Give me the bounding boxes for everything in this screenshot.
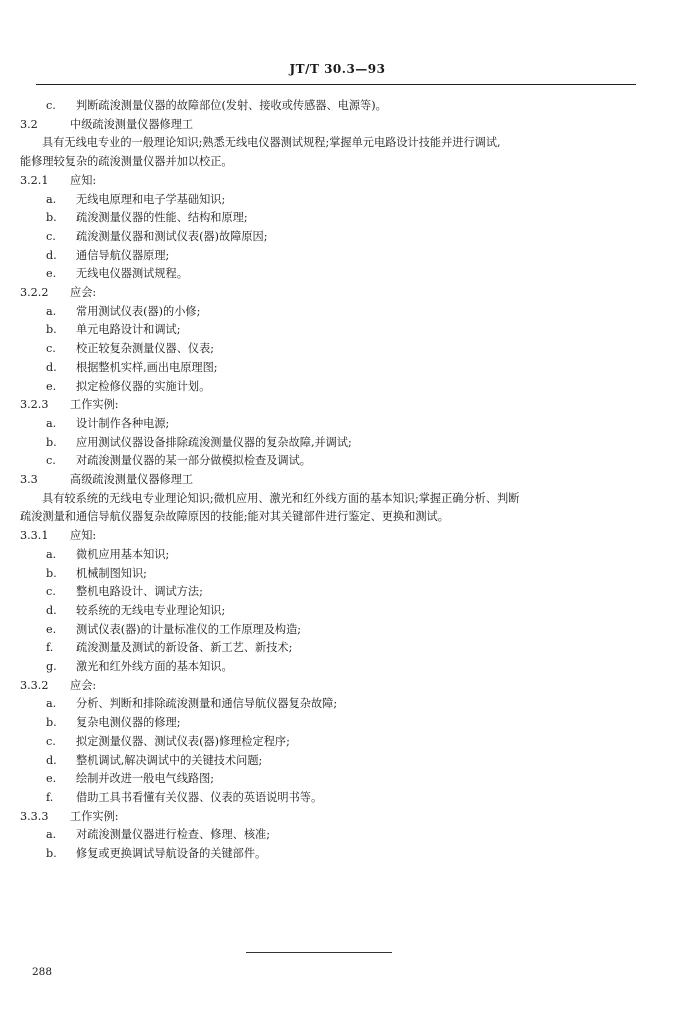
line-text: 中级疏浚测量仪器修理工: [70, 117, 194, 131]
line-text: 能修理较复杂的疏浚测量仪器并加以校正。: [20, 155, 233, 169]
line-label: b.: [46, 847, 57, 860]
line-label: a.: [46, 192, 57, 206]
line-text: 具有较系统的无线电专业理论知识;微机应用、激光和红外线方面的基本知识;掌握正确分析、判断: [42, 491, 520, 505]
line-label: d.: [46, 360, 57, 374]
line-text: 高级疏浚测量仪器修理工: [70, 473, 194, 486]
line-text: 常用测试仪表(器)的小修;: [76, 304, 201, 318]
line-label: a.: [46, 304, 57, 318]
line-label: c.: [46, 585, 56, 599]
footer-rule: [246, 952, 392, 953]
line-text: 机械制图知识;: [76, 566, 147, 580]
line-label: b.: [46, 211, 57, 225]
line-text: 判断疏浚测量仪器的故障部位(发射、接收或传感器、电源等)。: [76, 99, 387, 112]
line-text: 整机调试,解决调试中的关键技术问题;: [76, 753, 263, 767]
line-label: b.: [46, 566, 57, 580]
line-label: e.: [46, 772, 57, 786]
line-text: 应知:: [70, 173, 97, 187]
line-label: f.: [46, 641, 54, 655]
line-text: 具有无线电专业的一般理论知识;熟悉无线电仪器测试规程;掌握单元电路设计技能并进行调试,: [42, 136, 501, 150]
line-label: e.: [46, 379, 57, 393]
line-text: 应会:: [70, 286, 97, 299]
line-text: 单元电路设计和调试;: [76, 323, 181, 337]
line-text: 应知:: [70, 529, 97, 543]
line-label: b.: [46, 435, 57, 449]
line-label: a.: [46, 828, 57, 842]
line-text: 通信导航仪器原理;: [76, 248, 170, 262]
line-label: a.: [46, 416, 57, 430]
line-text: 微机应用基本知识;: [76, 547, 170, 561]
page-header: JT/T 30.3—93: [289, 62, 386, 76]
line-label: e.: [46, 267, 57, 281]
line-text: 根据整机实样,画出电原理图;: [76, 360, 218, 374]
line-text: 工作实例:: [70, 809, 119, 823]
line-label: d.: [46, 248, 57, 262]
line-label: 3.2: [20, 117, 38, 131]
line-text: 绘制并改进一般电气线路图;: [76, 772, 215, 786]
line-text: 疏浚测量仪器和测试仪表(器)故障原因;: [76, 229, 268, 243]
line-text: 复杂电测仪器的修理;: [76, 716, 181, 730]
line-label: c.: [46, 454, 56, 468]
line-text: 借助工具书看懂有关仪器、仪表的英语说明书等。: [76, 790, 323, 804]
line-text: 校正较复杂测量仪器、仪表;: [76, 342, 215, 356]
line-text: 疏浚测量仪器的性能、结构和原理;: [76, 211, 248, 225]
line-text: 设计制作各种电源;: [76, 416, 170, 430]
line-text: 疏浚测量及测试的新设备、新工艺、新技术;: [76, 641, 293, 655]
line-text: 拟定测量仪器、测试仪表(器)修理检定程序;: [76, 734, 290, 748]
line-label: 3.2.3: [20, 398, 49, 412]
line-text: 对疏浚测量仪器的某一部分做模拟检查及调试。: [76, 454, 311, 468]
line-text: 修复或更换调试导航设备的关键部件。: [76, 847, 267, 860]
line-text: 疏浚测量和通信导航仪器复杂故障原因的技能;能对其关键部件进行鉴定、更换和测试。: [20, 510, 449, 524]
line-label: a.: [46, 697, 57, 711]
line-label: c.: [46, 99, 56, 112]
line-text: 应用测试仪器设备排除疏浚测量仪器的复杂故障,并调试;: [76, 435, 352, 449]
line-label: e.: [46, 622, 57, 636]
line-label: 3.3.3: [20, 809, 49, 823]
line-label: b.: [46, 716, 57, 730]
header-rule: [36, 84, 636, 85]
line-text: 对疏浚测量仪器进行检查、修理、核准;: [76, 828, 270, 842]
line-label: g.: [46, 660, 57, 673]
line-text: 激光和红外线方面的基本知识。: [76, 660, 233, 673]
line-label: 3.3.1: [20, 529, 49, 543]
line-label: c.: [46, 342, 56, 356]
line-label: d.: [46, 603, 57, 617]
line-label: 3.2.1: [20, 173, 49, 187]
page-number: 288: [32, 966, 53, 978]
line-label: 3.3: [20, 473, 38, 486]
line-label: f.: [46, 790, 54, 804]
line-label: c.: [46, 734, 56, 748]
line-label: d.: [46, 753, 57, 767]
line-label: 3.3.2: [20, 678, 49, 692]
line-text: 测试仪表(器)的计量标准仪的工作原理及构造;: [76, 622, 302, 636]
line-label: b.: [46, 323, 57, 337]
line-text: 拟定检修仪器的实施计划。: [76, 379, 211, 393]
line-label: 3.2.2: [20, 286, 49, 299]
line-text: 无线电仪器测试规程。: [76, 267, 188, 281]
line-text: 分析、判断和排除疏浚测量和通信导航仪器复杂故障;: [76, 697, 338, 711]
line-text: 整机电路设计、调试方法;: [76, 585, 203, 599]
line-label: c.: [46, 229, 56, 243]
line-text: 较系统的无线电专业理论知识;: [76, 603, 226, 617]
line-text: 应会:: [70, 678, 97, 692]
line-text: 无线电原理和电子学基础知识;: [76, 192, 226, 206]
line-text: 工作实例:: [70, 398, 119, 412]
line-label: a.: [46, 547, 57, 561]
